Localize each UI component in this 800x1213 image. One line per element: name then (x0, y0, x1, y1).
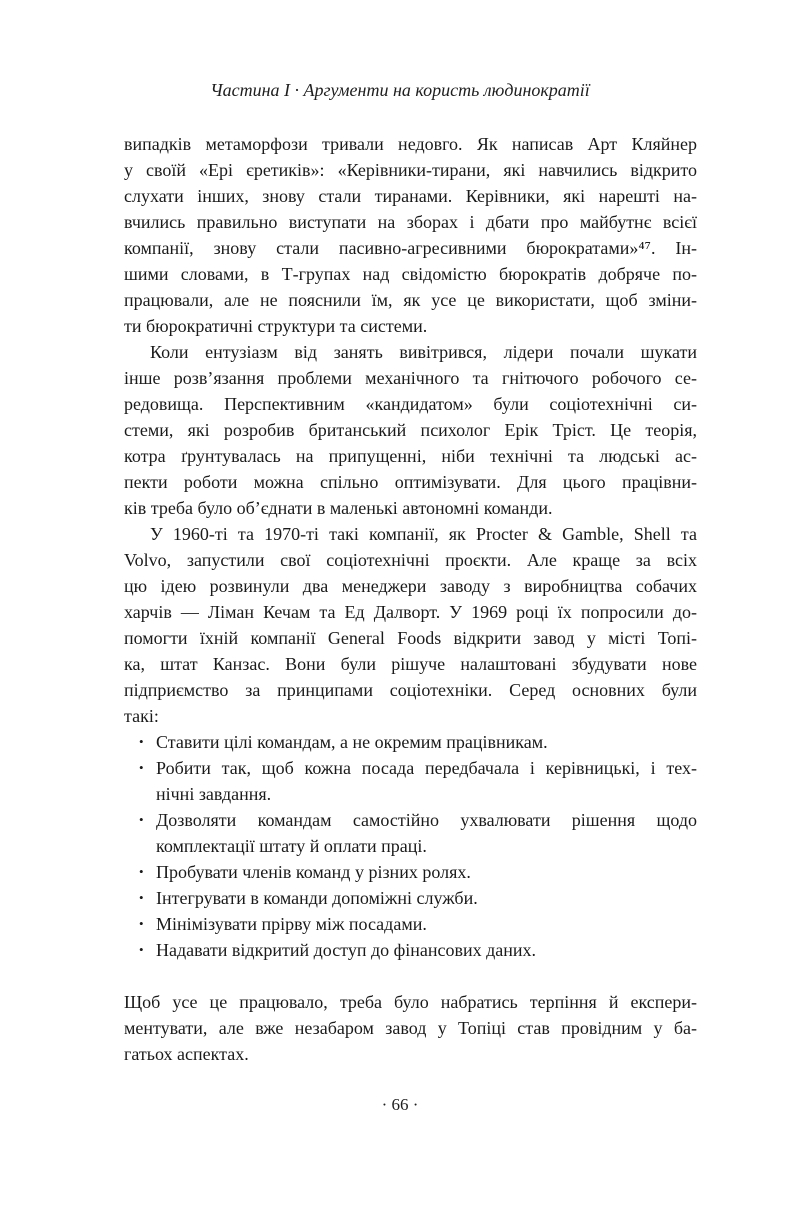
list-item (124, 729, 697, 755)
text-line: стеми, які розробив британський психолог Ерік Тріст. Це теорія, (124, 420, 697, 440)
text-line: харчів — Ліман Кечам та Ед Далворт. У 1969 році їх попросили до- (124, 602, 697, 622)
text-line: гатьох аспектах. (124, 1044, 249, 1064)
page-number: · 66 · (381, 1095, 419, 1114)
list-item-text (156, 911, 697, 937)
text-line: ментувати, але вже незабаром завод у Топіці став провідним у ба- (124, 1018, 697, 1038)
list-item-text (156, 937, 697, 963)
bullet-marker: • (139, 890, 144, 905)
text-line: Щоб усе це працювало, треба було набратись терпіння й експери- (124, 992, 697, 1012)
bullet-marker: • (139, 812, 144, 827)
text-line: Пробувати членів команд у різних ролях. (156, 862, 471, 882)
list-item (124, 937, 697, 963)
list-item (124, 911, 697, 937)
bullet-marker: • (139, 916, 144, 931)
text-line: вчились правильно виступати на зборах і дбати про майбутнє всієї (124, 212, 697, 232)
list-item (124, 859, 697, 885)
text-line: У 1960-ті та 1970-ті такі компанії, як Procter & Gamble, Shell та (150, 524, 697, 544)
paragraph (124, 339, 697, 521)
text-line: ти бюрократичні структури та системи. (124, 316, 428, 336)
text-line: підприємство за принципами соціотехніки. Серед основних були (124, 680, 697, 700)
list-item-text (156, 755, 697, 807)
text-line: редовища. Перспективним «кандидатом» були соціотехнічні си- (124, 394, 697, 414)
text-line: Мінімізувати прірву між посадами. (156, 914, 427, 934)
list-item-text (156, 729, 697, 755)
text-line: слухати інших, знову стали тиранами. Керівники, які нарешті на- (124, 186, 697, 206)
text-line: Коли ентузіазм від занять вивітрився, лідери почали шукати (150, 342, 697, 362)
text-line: комплектації штату й оплати праці. (156, 836, 427, 856)
text-line: у своїй «Ері єретиків»: «Керівники-тирани, які навчились відкрито (124, 160, 697, 180)
list-item (124, 807, 697, 859)
list-item-text (156, 859, 697, 885)
running-head: Частина I · Аргументи на користь людинократії (210, 80, 590, 100)
bullet-marker: • (139, 942, 144, 957)
text-line: нічні завдання. (156, 784, 272, 804)
paragraph (124, 989, 697, 1067)
list-item-text (156, 885, 697, 911)
text-line: випадків метаморфози тривали недовго. Як написав Арт Кляйнер (124, 134, 697, 154)
text-line: помогти їхній компанії General Foods відкрити завод у місті Топі- (124, 628, 697, 648)
bullet-marker: • (139, 864, 144, 879)
bullet-list (124, 729, 697, 963)
text-line: ка, штат Канзас. Вони були рішуче налаштовані збудувати нове (124, 654, 697, 674)
paragraph (124, 131, 697, 339)
text-line: Volvo, запустили свої соціотехнічні проєкти. Але краще за всіх (124, 550, 697, 570)
text-line: котра ґрунтувалась на припущенні, ніби технічні та людські ас- (124, 446, 697, 466)
text-line: компанії, знову стали пасивно-агресивними бюрократами»⁴⁷. Ін- (124, 238, 697, 258)
text-line: Інтегрувати в команди допоміжні служби. (156, 888, 478, 908)
text-line: пекти роботи можна спільно оптимізувати. Для цього працівни- (124, 472, 697, 492)
text-line: цю ідею розвинули два менеджери заводу з виробництва собачих (124, 576, 697, 596)
paragraph (124, 521, 697, 729)
text-line: працювали, але не пояснили їм, як усе це використати, щоб зміни- (124, 290, 697, 310)
body-text (124, 131, 697, 1067)
text-line: Надавати відкритий доступ до фінансових даних. (156, 940, 537, 960)
text-line: такі: (124, 706, 159, 726)
list-item-text (156, 807, 697, 859)
list-item (124, 885, 697, 911)
text-line: інше розв’язання проблеми механічного та гнітючого робочого се- (124, 368, 697, 388)
text-line: Дозволяти командам самостійно ухвалювати рішення щодо (156, 810, 697, 830)
text-line: Робити так, щоб кожна посада передбачала і керівницькі, і тех- (156, 758, 697, 778)
list-item (124, 755, 697, 807)
text-line: шими словами, в Т-групах над свідомістю бюрократів добряче по- (124, 264, 697, 284)
bullet-marker: • (139, 734, 144, 749)
bullet-marker: • (139, 760, 144, 775)
text-line: ків треба було об’єднати в маленькі автономні команди. (124, 498, 553, 518)
text-line: Ставити цілі командам, а не окремим працівникам. (156, 732, 548, 752)
